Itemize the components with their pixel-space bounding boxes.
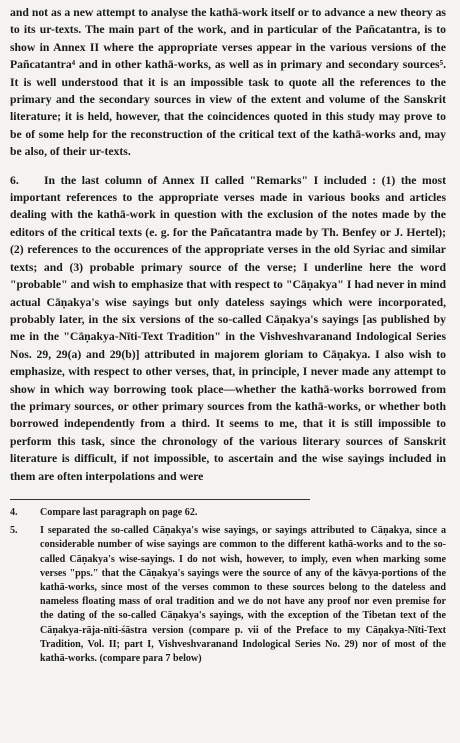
footnote-separator — [10, 499, 310, 500]
footnote-text: Compare last paragraph on page 62. — [40, 506, 198, 518]
footnote-number: 5. — [10, 525, 18, 537]
paragraph-number: 6. — [10, 173, 19, 187]
body-paragraph-6 — [10, 172, 446, 485]
footnote-number: 4. — [10, 506, 18, 518]
footnote-5 — [10, 524, 446, 666]
paragraph-6-text: In the last column of Annex II called "Remarks" I included : (1) the most important references to the appropriate verses made in various books and articles dealing with the kathā-work in question with the exclusion of the notes made by the editors of the critical texts (e. g. for the Pañcatantra made by Th. Benfey or J. Hertel); (2) references to the occurences of the appropriate verses in the old Syriac and similar texts; and (3) probable primary source of the verse; I underline here the word "probable" and wish to emphasize that with respect to "Cāṇakya" I had never in mind actual Cāṇakya's wise sayings but only dateless sayings which were incorporated, probably later, in the six versions of the so-called Cāṇakya's sayings [as published by me in the "Cāṇakya-Nīti-Text Tradition" in the Vishveshvaranand Indological Series Nos. 29, 29(a) and 29(b)] attributed in majorem gloriam to Cāṇakya. I also wish to emphasize, with respect to other verses, that, in principle, I never made any attempt to show in which way borrowing took place—whether the kathā-works borrowed from the primary sources, or other primary sources from the kathā-works, or whether both borrowed independently from a third. It seems to me, that it is still impossible to perform this task, since the chronology of the various literary sources of Sanskrit literature is difficult, if not impossible, to ascertain and the wise sayings included in them are often interpolations and were — [10, 173, 446, 483]
body-paragraph-1: and not as a new attempt to analyse the kathā-work itself or to advance a new theory as to its ur-texts. The main part of the work, and in particular of the Pañcatantra, is to show in Annex II where the appropriate verses appear in the various versions of the Pañcatantra⁴ and in other kathā-works, as well as in primary and secondary sources⁵. It is well understood that it is an impossible task to quote all the references to the primary and the secondary sources in view of the extent and volume of the Sanskrit literature; it is held, however, that the coincidences quoted in this study may prove to be of some help for the reconstruction of the critical text of the kathā-works and, may be also, of their ur-texts. — [10, 6, 446, 159]
footnote-4 — [10, 506, 446, 520]
footnote-text: I separated the so-called Cāṇakya's wise sayings, or sayings attributed to Cāṇakya, since a considerable number of wise sayings are common to the different kathā-works and to the so-called Cāṇakya's wise-sayings. I do not wish, however, to imply, even when marking some verses "pps." that the Cāṇakya's sayings were the source of any of the kāvya-portions of the kathā-works, since most of the verses common to these sources belong to the dateless and nameless floating mass of oral tradition and we do not have any proof nor even premise for the dating of the so-called Cāṇakya's sayings, with the exception of the Tibetan text of the Cāṇakya-rāja-nīti-śāstra version (compare p. vii of the Preface to my Cāṇakya-Nīti-Text Tradition, Vol. II; part I, Vishveshvaranand Indological Series No. 29) nor of most of the kathā-works. (compare para 7 below) — [40, 525, 446, 664]
